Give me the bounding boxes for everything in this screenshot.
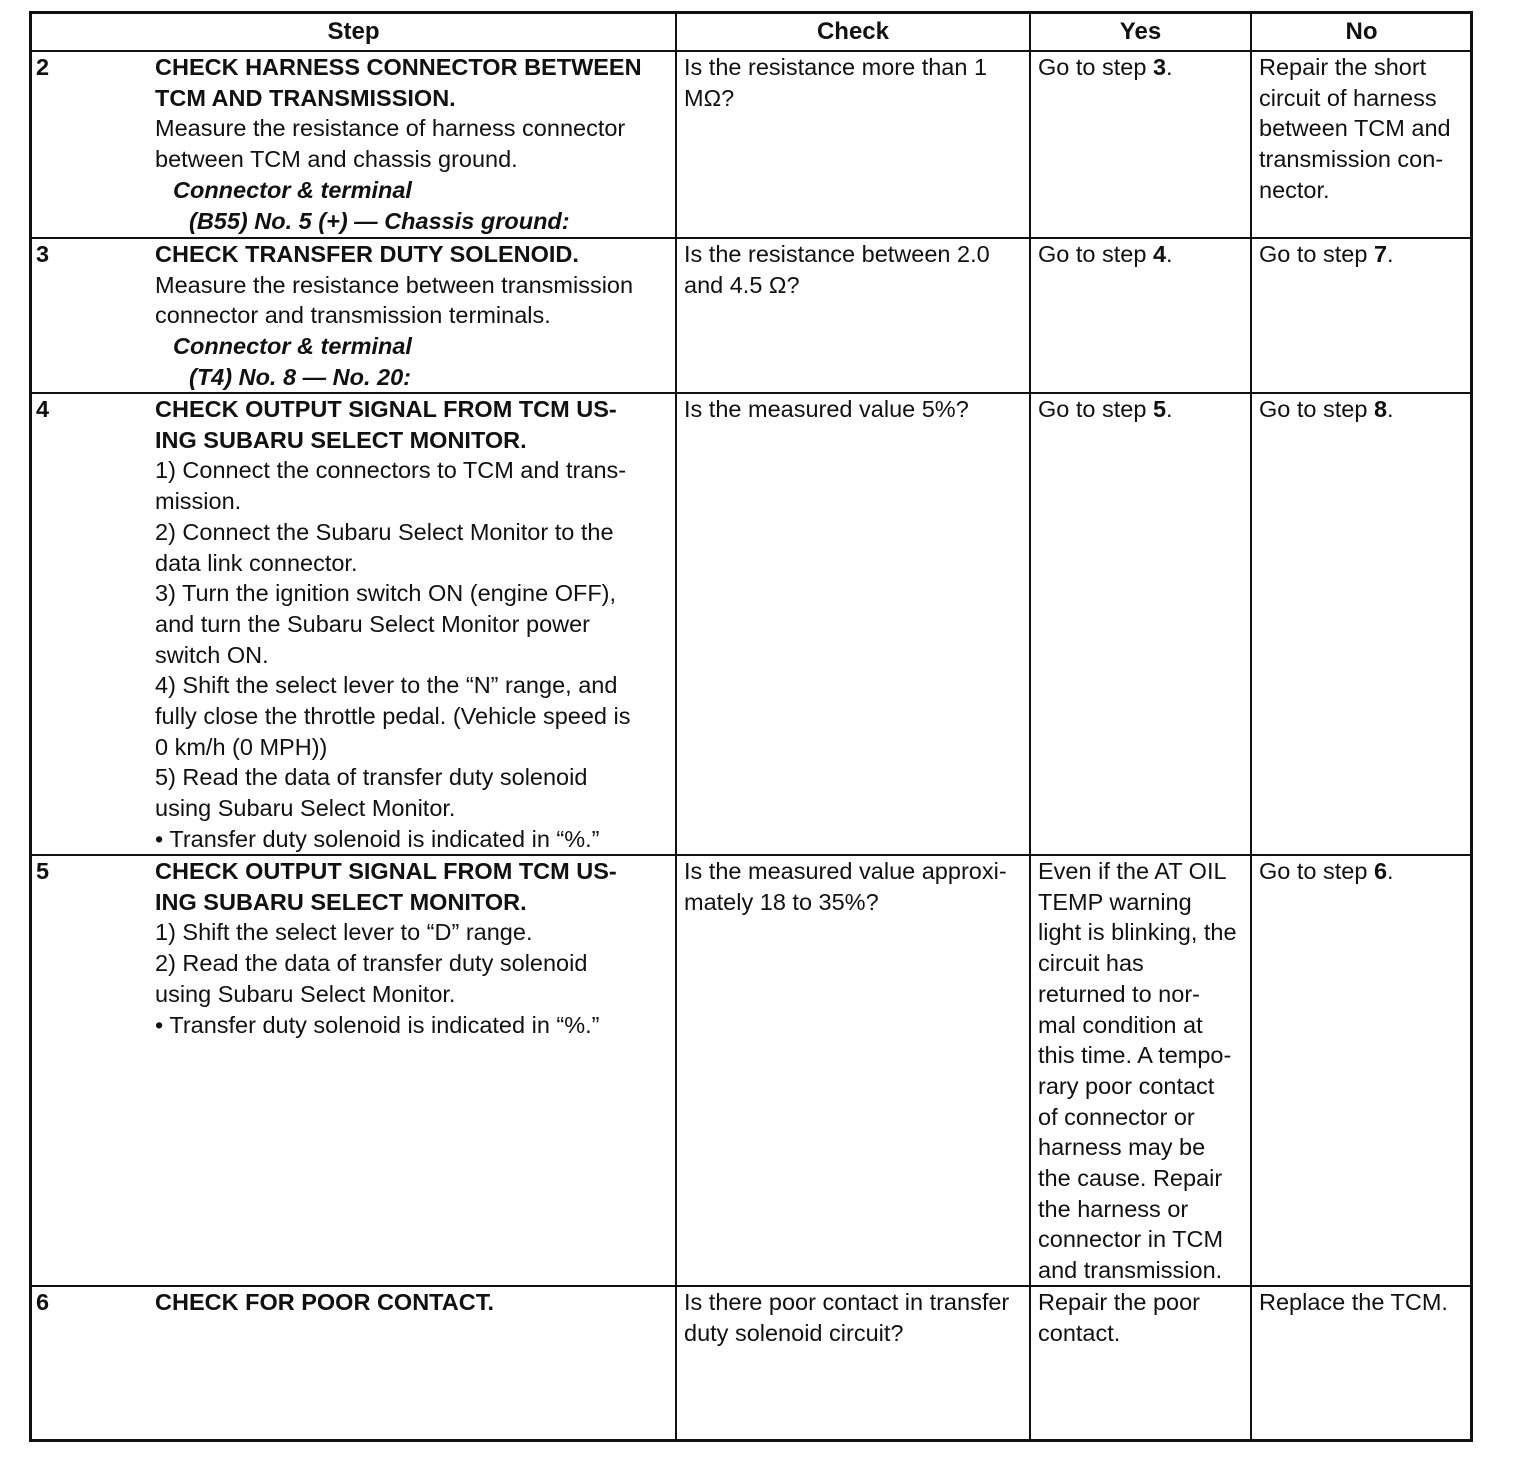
header-step: Step xyxy=(327,18,380,45)
step-bullet: • Transfer duty solenoid is indicated in “%.” xyxy=(155,1011,600,1038)
yes-text: harness may be xyxy=(1038,1134,1206,1161)
step-title: CHECK OUTPUT SIGNAL FROM TCM US- xyxy=(155,396,617,422)
step-title: ING SUBARU SELECT MONITOR. xyxy=(155,426,527,453)
step-text: mission. xyxy=(155,488,242,515)
connector-terminal-value: (B55) No. 5 (+) — Chassis ground: xyxy=(189,207,570,234)
yes-text: rary poor contact xyxy=(1038,1072,1215,1099)
no-text: . xyxy=(1387,241,1394,267)
step-text: using Subaru Select Monitor. xyxy=(155,980,456,1007)
step-description xyxy=(155,394,680,855)
no-text: Repair the short xyxy=(1259,54,1427,80)
step-description xyxy=(155,52,680,236)
connector-terminal-value: (T4) No. 8 — No. 20: xyxy=(189,363,411,390)
step-text: 5) Read the data of transfer duty solenoid xyxy=(155,764,588,791)
yes-text: and transmission. xyxy=(1038,1257,1223,1284)
no-text: between TCM and xyxy=(1259,115,1451,142)
connector-terminal-label: Connector & terminal xyxy=(173,176,412,203)
step-title: CHECK HARNESS CONNECTOR BETWEEN xyxy=(155,54,642,80)
check-question xyxy=(684,239,1029,300)
yes-step-ref: 3 xyxy=(1152,54,1167,80)
yes-text: Repair the poor xyxy=(1038,1289,1200,1315)
step-text: 1) Shift the select lever to “D” range. xyxy=(155,919,533,946)
yes-text: contact. xyxy=(1038,1319,1121,1346)
yes-action xyxy=(1038,856,1253,1286)
check-text: and 4.5 Ω? xyxy=(684,271,800,298)
no-text: Replace the TCM. xyxy=(1259,1289,1448,1315)
table-header xyxy=(32,14,1470,52)
yes-step-ref: 4 xyxy=(1152,241,1167,267)
yes-text: Even if the AT OIL xyxy=(1038,858,1227,884)
no-text: circuit of harness xyxy=(1259,84,1437,111)
step-title: ING SUBARU SELECT MONITOR. xyxy=(155,888,527,915)
step-description xyxy=(155,239,680,393)
step-bullet: • Transfer duty solenoid is indicated in “%.” xyxy=(155,825,600,852)
no-action xyxy=(1259,856,1471,887)
no-text: nector. xyxy=(1259,176,1330,203)
no-action xyxy=(1259,394,1471,425)
step-text: using Subaru Select Monitor. xyxy=(155,795,456,822)
yes-action xyxy=(1038,52,1253,83)
yes-text: TEMP warning xyxy=(1038,888,1192,915)
check-text: Is the measured value approxi- xyxy=(684,858,1007,884)
step-text: 2) Connect the Subaru Select Monitor to the xyxy=(155,518,614,545)
header-check: Check xyxy=(816,18,890,45)
check-question xyxy=(684,856,1029,917)
check-question xyxy=(684,394,1029,425)
step-text: 2) Read the data of transfer duty solenoid xyxy=(155,950,588,977)
yes-text: . xyxy=(1166,241,1173,267)
step-text: Measure the resistance of harness connector xyxy=(155,115,626,142)
step-text: and turn the Subaru Select Monitor power xyxy=(155,610,591,637)
step-text: fully close the throttle pedal. (Vehicle speed is xyxy=(155,703,631,730)
yes-text: returned to nor- xyxy=(1038,980,1200,1007)
header-yes: Yes xyxy=(1119,18,1162,45)
step-number: 2 xyxy=(36,54,50,80)
step-title: CHECK OUTPUT SIGNAL FROM TCM US- xyxy=(155,858,617,884)
step-text: 4) Shift the select lever to the “N” range, and xyxy=(155,672,618,699)
step-title: CHECK FOR POOR CONTACT. xyxy=(155,1289,495,1315)
no-text: transmission con- xyxy=(1259,146,1444,173)
yes-text: connector in TCM xyxy=(1038,1226,1224,1253)
yes-text: mal condition at xyxy=(1038,1011,1203,1038)
no-step-ref: 8 xyxy=(1373,396,1388,422)
yes-text: this time. A tempo- xyxy=(1038,1042,1232,1069)
step-text: connector and transmission terminals. xyxy=(155,302,551,329)
table-row xyxy=(32,856,1470,1287)
yes-text: . xyxy=(1166,54,1173,80)
check-text: Is the measured value 5%? xyxy=(684,396,969,422)
step-number: 5 xyxy=(36,858,50,884)
step-text: 3) Turn the ignition switch ON (engine OFF), xyxy=(155,580,617,607)
step-number: 3 xyxy=(36,241,50,267)
yes-action xyxy=(1038,394,1253,425)
step-number: 4 xyxy=(36,396,50,422)
no-text: . xyxy=(1387,396,1394,422)
check-text: mately 18 to 35%? xyxy=(684,888,879,915)
step-text: between TCM and chassis ground. xyxy=(155,146,518,173)
table-row xyxy=(32,239,1470,394)
table-row xyxy=(32,52,1470,239)
yes-text: the cause. Repair xyxy=(1038,1165,1223,1192)
no-action xyxy=(1259,1287,1471,1318)
diagnostic-table xyxy=(29,11,1473,1442)
check-text: Is the resistance between 2.0 xyxy=(684,241,990,267)
yes-text: . xyxy=(1166,396,1173,422)
step-text: 1) Connect the connectors to TCM and trans- xyxy=(155,457,627,484)
connector-terminal-label: Connector & terminal xyxy=(173,333,412,360)
yes-text: Go to step xyxy=(1038,241,1153,267)
step-number: 6 xyxy=(36,1289,50,1315)
step-text: Measure the resistance between transmission xyxy=(155,271,634,298)
no-text: Go to step xyxy=(1259,858,1374,884)
no-text: Go to step xyxy=(1259,396,1374,422)
yes-text: of connector or xyxy=(1038,1103,1195,1130)
check-question xyxy=(684,52,1029,113)
no-action xyxy=(1259,239,1471,270)
yes-text: light is blinking, the xyxy=(1038,919,1237,946)
yes-text: the harness or xyxy=(1038,1195,1189,1222)
check-text: MΩ? xyxy=(684,84,735,111)
yes-step-ref: 5 xyxy=(1152,396,1167,422)
no-step-ref: 6 xyxy=(1373,858,1388,884)
yes-action xyxy=(1038,239,1253,270)
step-title: CHECK TRANSFER DUTY SOLENOID. xyxy=(155,241,579,267)
yes-action xyxy=(1038,1287,1253,1348)
table-row xyxy=(32,394,1470,856)
step-text: 0 km/h (0 MPH)) xyxy=(155,733,328,760)
step-description xyxy=(155,856,680,1040)
step-title: TCM AND TRANSMISSION. xyxy=(155,84,456,111)
no-step-ref: 7 xyxy=(1373,241,1388,267)
no-text: . xyxy=(1387,858,1394,884)
yes-text: Go to step xyxy=(1038,54,1153,80)
header-no: No xyxy=(1345,18,1378,45)
check-text: Is the resistance more than 1 xyxy=(684,54,988,80)
yes-text: Go to step xyxy=(1038,396,1153,422)
step-text: switch ON. xyxy=(155,641,269,668)
check-text: Is there poor contact in transfer xyxy=(684,1289,1010,1315)
yes-text: circuit has xyxy=(1038,950,1144,977)
step-text: data link connector. xyxy=(155,549,358,576)
check-question xyxy=(684,1287,1029,1348)
step-description xyxy=(155,1287,680,1318)
no-text: Go to step xyxy=(1259,241,1374,267)
table-row xyxy=(32,1287,1470,1439)
check-text: duty solenoid circuit? xyxy=(684,1319,904,1346)
no-action xyxy=(1259,52,1471,206)
